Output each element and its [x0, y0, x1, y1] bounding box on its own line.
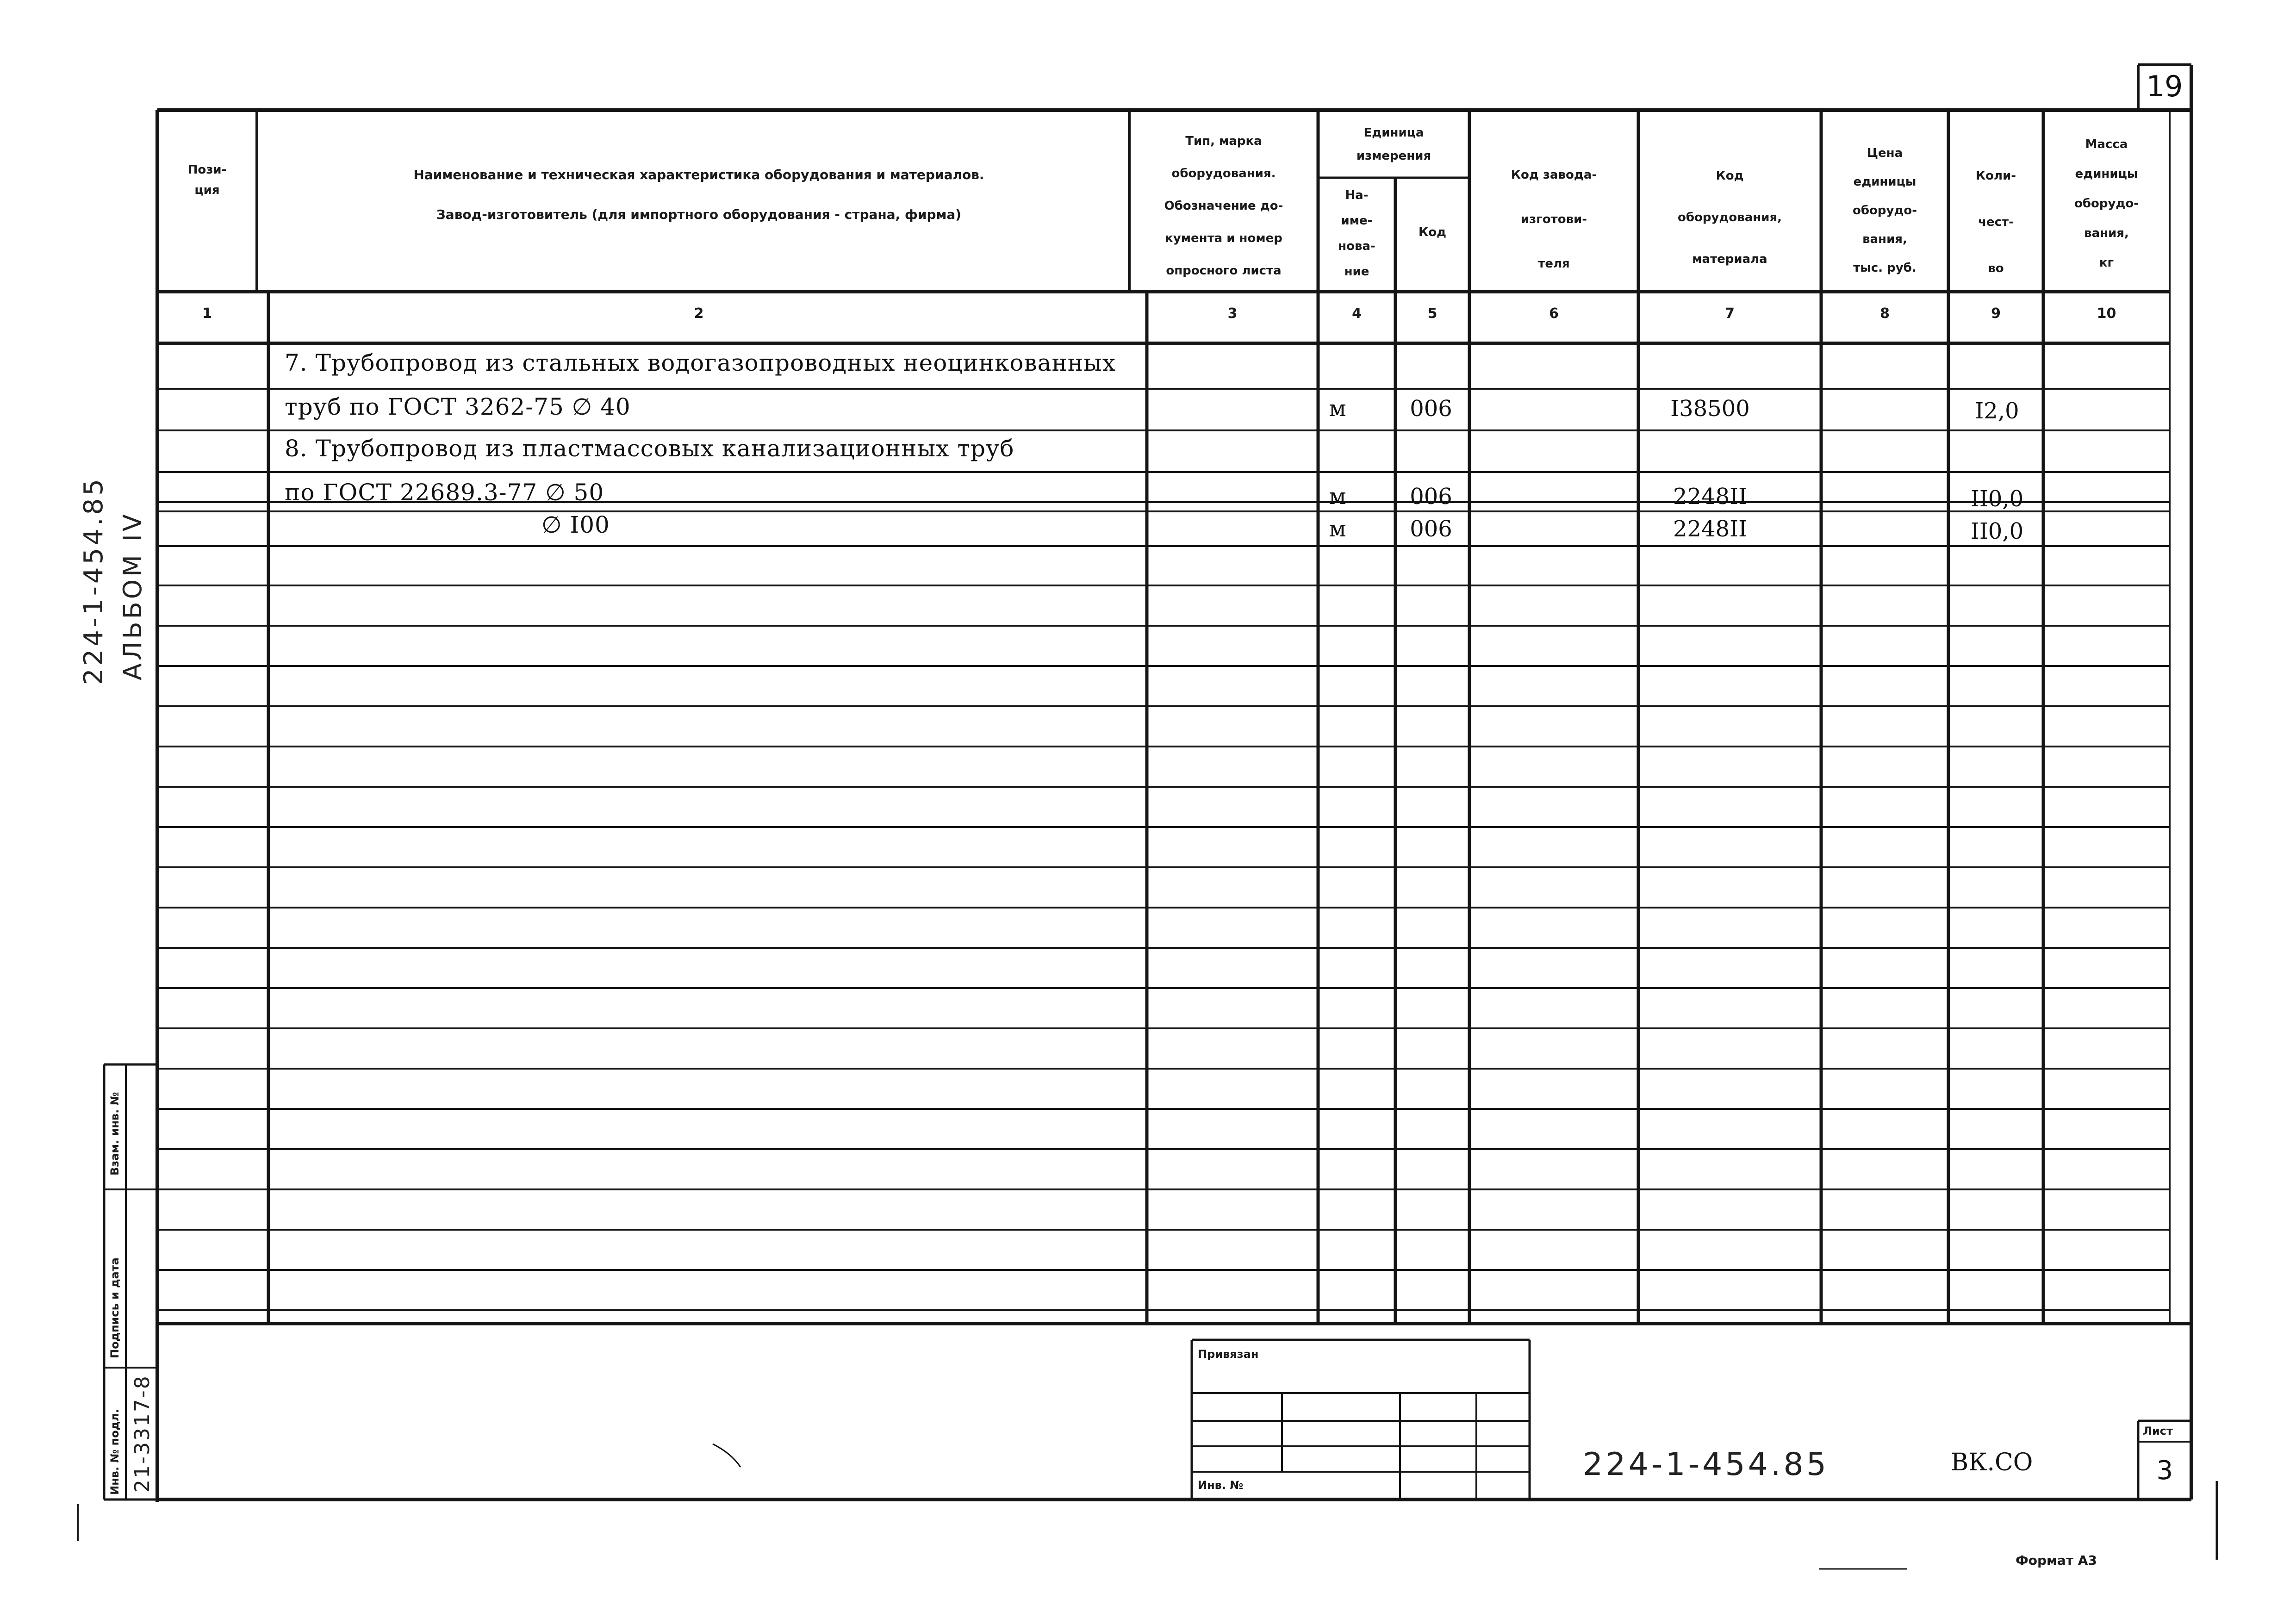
- stamp-sign-label: Подпись и дата: [108, 1257, 121, 1358]
- side-document-code: 224-1-454.85: [79, 476, 109, 685]
- row-5-quantity: II0,0: [1970, 518, 2024, 544]
- stamp-inv-label: Инв. № подл.: [108, 1409, 121, 1495]
- header-quantity-label: Коли- чест- во: [1975, 169, 2016, 275]
- header-unit-code-label: Код: [1418, 225, 1447, 239]
- row-2-code: 006: [1410, 396, 1452, 422]
- col-number-4: 4: [1352, 305, 1362, 322]
- header-unit-group-label: Единица измерения: [1356, 126, 1431, 163]
- header-equipment-code-label: Код оборудования, материала: [1677, 169, 1782, 266]
- row-4-quantity: II0,0: [1970, 486, 2024, 512]
- header-price: [1822, 139, 1948, 282]
- header-unit-name-label: На- име- нова- ние: [1338, 188, 1375, 279]
- col-number-1: 1: [202, 305, 212, 322]
- header-unit-group: [1319, 121, 1468, 168]
- row-4-unit: м: [1329, 484, 1346, 510]
- stamp-document-code: 224-1-454.85: [1583, 1446, 1829, 1483]
- col-number-5: 5: [1427, 305, 1437, 322]
- header-unit-code: [1396, 222, 1468, 243]
- sheet-number: 19: [2146, 69, 2183, 103]
- row-2-quantity: I2,0: [1975, 398, 2019, 424]
- col-number-6: 6: [1549, 305, 1559, 322]
- header-mass-label: Масса единицы оборудо- вания, кг: [2074, 137, 2139, 270]
- row-2-unit: м: [1329, 396, 1346, 422]
- row-2-material-code: I38500: [1670, 396, 1750, 422]
- stamp-vzam-label: Взам. инв. №: [108, 1092, 121, 1176]
- header-equipment-code: [1639, 155, 1820, 280]
- row-4-code: 006: [1410, 484, 1452, 510]
- stamp-inv-no: Инв. №: [1198, 1479, 1244, 1492]
- col-number-10: 10: [2097, 305, 2116, 322]
- header-unit-name: [1319, 183, 1394, 285]
- row-2-name: труб по ГОСТ 3262-75 ∅ 40: [285, 393, 631, 420]
- row-5-unit: м: [1329, 516, 1346, 542]
- header-price-label: Цена единицы оборудо- вания, тыс. руб.: [1852, 146, 1917, 275]
- stamp-list-number: 3: [2156, 1456, 2173, 1486]
- col-number-9: 9: [1991, 305, 2001, 322]
- header-name-line2: Завод-изготовитель (для импортного оборудования - страна, фирма): [436, 207, 962, 222]
- stamp-list-label: Лист: [2143, 1425, 2173, 1437]
- header-factory-code: [1470, 153, 1637, 286]
- row-4-name: по ГОСТ 22689.3-77 ∅ 50: [285, 479, 604, 506]
- stamp-document-mark: ВК.СО: [1951, 1449, 2033, 1476]
- row-1-name: 7. Трубопровод из стальных водогазопроводных неоцинкованных: [285, 349, 1116, 376]
- table-row-rules: [157, 389, 2170, 1310]
- side-album-label: АЛЬБОМ IV: [118, 511, 147, 680]
- row-5-code: 006: [1410, 516, 1452, 542]
- header-position-label: Пози- ция: [187, 163, 227, 197]
- stamp-privyazan: Привязан: [1198, 1348, 1259, 1361]
- header-quantity: [1949, 153, 2042, 292]
- header-type-label: Тип, марка оборудования. Обозначение до- кумента и номер опросного листа: [1164, 134, 1283, 278]
- row-4-material-code: 2248II: [1673, 484, 1748, 510]
- col-number-2: 2: [694, 305, 704, 322]
- row-5-material-code: 2248II: [1673, 516, 1748, 542]
- format-label: Формат А3: [2016, 1553, 2097, 1568]
- row-3-name: 8. Трубопровод из пластмассовых канализационных труб: [285, 435, 1014, 462]
- row-5-name: ∅ I00: [541, 511, 610, 538]
- header-mass: [2044, 130, 2169, 278]
- header-name-line1: Наименование и техническая характеристика оборудования и материалов.: [413, 167, 984, 182]
- col-number-3: 3: [1227, 305, 1238, 322]
- header-factory-code-label: Код завода- изготови- теля: [1511, 168, 1597, 271]
- stamp-inv-value: 21-3317-8: [131, 1375, 154, 1493]
- header-name: [278, 155, 1120, 235]
- header-type: [1132, 125, 1316, 287]
- col-number-7: 7: [1725, 305, 1735, 322]
- col-number-8: 8: [1880, 305, 1890, 322]
- header-position: [160, 160, 255, 200]
